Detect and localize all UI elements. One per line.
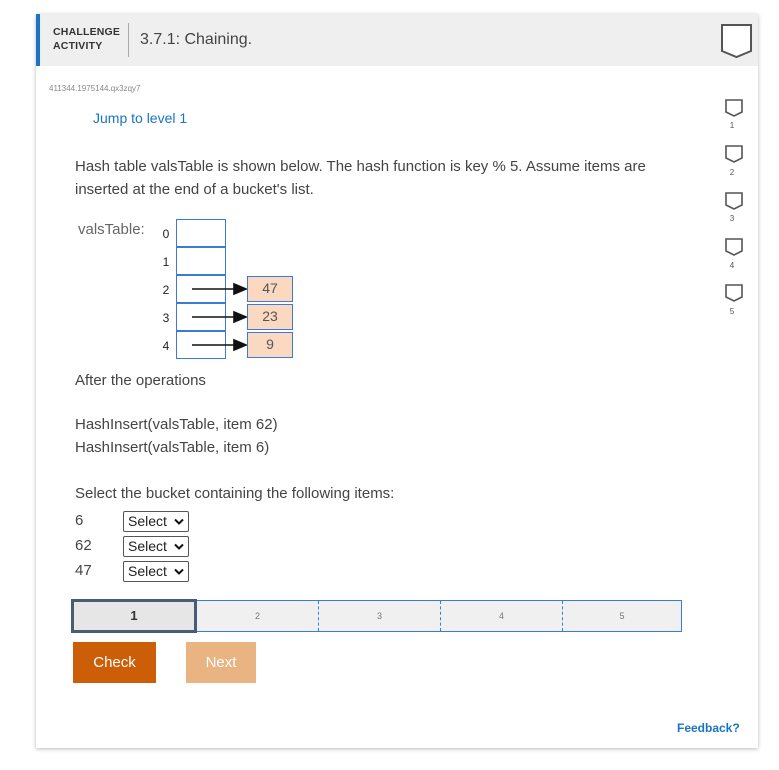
select-value: Select	[128, 538, 167, 554]
chevron-down-icon	[174, 568, 184, 576]
side-level-2: 2	[729, 168, 735, 177]
next-button[interactable]: Next	[186, 642, 256, 683]
list-item-23: 23	[247, 304, 293, 330]
check-button[interactable]: Check	[73, 642, 156, 683]
table-name: valsTable:	[78, 221, 145, 238]
side-level-4: 4	[729, 261, 735, 270]
bucket-select-6[interactable]	[123, 511, 189, 532]
list-item-9: 9	[247, 332, 293, 358]
question-label-62: 62	[75, 537, 92, 554]
select-prompt: Select the bucket containing the following items:	[75, 485, 395, 502]
level-progress-bar	[71, 600, 682, 632]
activity-type-line2: ACTIVITY	[53, 40, 103, 52]
select-value: Select	[128, 513, 167, 529]
side-level-5: 5	[729, 307, 735, 316]
level-box-icon-2[interactable]	[724, 144, 744, 164]
side-level-3: 3	[729, 214, 735, 223]
prompt-line-2: inserted at the end of a bucket's list.	[75, 181, 314, 198]
level-tab-5[interactable]: 5	[619, 611, 625, 621]
bucket-select-47[interactable]	[123, 561, 189, 582]
operation-2: HashInsert(valsTable, item 6)	[75, 439, 270, 456]
question-label-6: 6	[75, 512, 84, 529]
level-box-icon-5[interactable]	[724, 283, 744, 303]
activity-id: 411344.1975144.qx3zqy7	[49, 84, 141, 93]
chevron-down-icon	[174, 543, 184, 551]
chevron-down-icon	[174, 518, 184, 526]
level-box-icon-1[interactable]	[724, 98, 744, 118]
challenge-card	[36, 14, 758, 748]
select-value: Select	[128, 563, 167, 579]
activity-title: 3.7.1: Chaining.	[140, 31, 253, 48]
activity-type-line1: CHALLENGE	[53, 26, 121, 38]
operation-1: HashInsert(valsTable, item 62)	[75, 416, 278, 433]
bucket-select-62[interactable]	[123, 536, 189, 557]
level-tab-1[interactable]: 1	[71, 599, 197, 633]
level-tab-4[interactable]: 4	[441, 601, 563, 631]
level-box-icon-3[interactable]	[724, 191, 744, 211]
level-tab-3[interactable]: 3	[319, 601, 441, 631]
prompt-line-1: Hash table valsTable is shown below. The hash function is key % 5. Assume items are	[75, 158, 646, 175]
level-box-icon-4[interactable]	[724, 237, 744, 257]
bucket-index-0: 0	[162, 227, 170, 241]
level-tab-2[interactable]: 2	[197, 601, 319, 631]
side-level-1: 1	[729, 121, 735, 130]
chain-arrows	[36, 14, 758, 374]
bucket-index-1: 1	[162, 255, 170, 269]
jump-to-level-link[interactable]: Jump to level 1	[93, 110, 188, 126]
feedback-link[interactable]: Feedback?	[677, 721, 740, 735]
list-item-47: 47	[247, 276, 293, 302]
after-operations-text: After the operations	[75, 372, 206, 389]
question-label-47: 47	[75, 562, 92, 579]
bucket-index-4: 4	[162, 339, 170, 353]
bucket-index-2: 2	[162, 283, 170, 297]
bucket-index-3: 3	[162, 311, 170, 325]
